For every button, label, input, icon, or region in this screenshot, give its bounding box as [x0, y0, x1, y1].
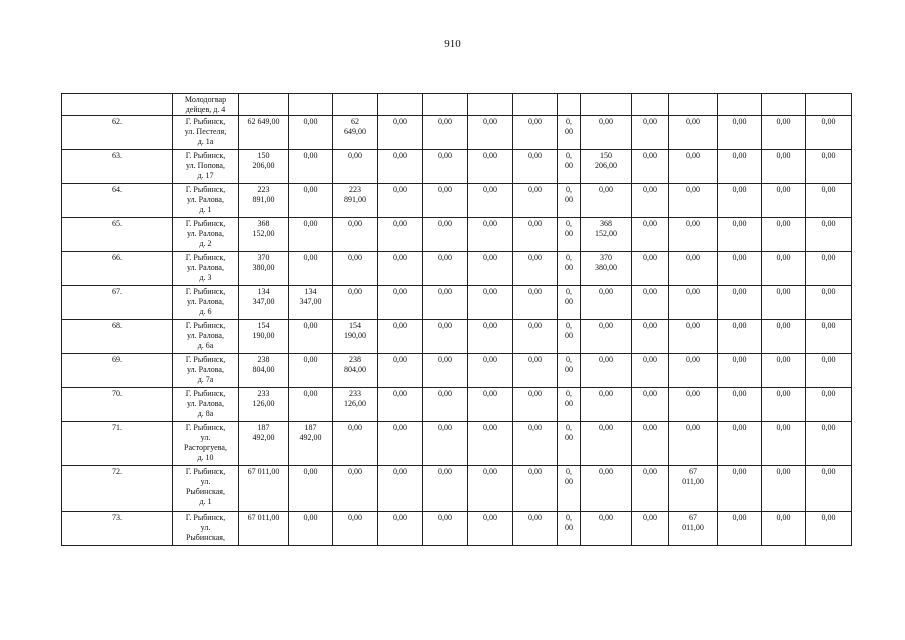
- value-cell: 0,00: [513, 252, 558, 286]
- address-cell: Г. Рыбинск, ул. Ралова, д. 1: [173, 184, 239, 218]
- value-cell: 0,00: [581, 354, 632, 388]
- value-cell: 187 492,00: [239, 422, 289, 466]
- value-cell: 0,00: [632, 388, 669, 422]
- row-number-cell: 66.: [62, 252, 173, 286]
- value-cell: 0,00: [581, 184, 632, 218]
- value-cell: 67 011,00: [669, 512, 718, 546]
- row-number-cell: 72.: [62, 466, 173, 512]
- table-row: [62, 466, 852, 512]
- value-cell: 67 011,00: [669, 466, 718, 512]
- value-cell: 0,00: [378, 320, 423, 354]
- value-cell: 0,00: [378, 252, 423, 286]
- row-number-cell: 70.: [62, 388, 173, 422]
- value-cell: 0,00: [378, 150, 423, 184]
- row-number-cell: 63.: [62, 150, 173, 184]
- value-cell: 0,00: [513, 466, 558, 512]
- value-cell: 0,00: [632, 252, 669, 286]
- value-cell: 0,00: [806, 354, 852, 388]
- value-cell: 0,00: [806, 422, 852, 466]
- value-cell: 62 649,00: [239, 116, 289, 150]
- address-cell: Г. Рыбинск, ул. Расторгуева, д. 10: [173, 422, 239, 466]
- value-cell: 0,00: [468, 512, 513, 546]
- address-cell: Г. Рыбинск, ул. Ралова, д. 3: [173, 252, 239, 286]
- value-cell: 0,00: [513, 354, 558, 388]
- value-cell: [289, 94, 333, 116]
- address-cell: Г. Рыбинск, ул. Ралова, д. 6: [173, 286, 239, 320]
- address-cell: Молодогвар дейцев, д. 4: [173, 94, 239, 116]
- value-cell: 0,00: [513, 184, 558, 218]
- value-cell: 0,00: [423, 466, 468, 512]
- value-cell: 0,00: [581, 388, 632, 422]
- value-cell: 0,00: [333, 286, 378, 320]
- value-cell: 0,00: [513, 512, 558, 546]
- value-cell: 0,00: [806, 466, 852, 512]
- row-number-cell: [62, 94, 173, 116]
- value-cell: 0,00: [468, 286, 513, 320]
- value-cell: 0,00: [806, 388, 852, 422]
- value-cell: 223 891,00: [239, 184, 289, 218]
- value-cell: 0,00: [632, 116, 669, 150]
- value-cell: 0,00: [718, 422, 762, 466]
- value-cell: 134 347,00: [289, 286, 333, 320]
- value-cell: [669, 94, 718, 116]
- value-cell: 0,00: [806, 252, 852, 286]
- value-cell: 0,00: [581, 320, 632, 354]
- value-cell: 0, 00: [558, 422, 581, 466]
- value-cell: [718, 94, 762, 116]
- value-cell: 0,00: [669, 388, 718, 422]
- value-cell: [632, 94, 669, 116]
- row-number-cell: 73.: [62, 512, 173, 546]
- value-cell: 0,00: [378, 116, 423, 150]
- value-cell: 150 206,00: [581, 150, 632, 184]
- row-number-cell: 67.: [62, 286, 173, 320]
- value-cell: 0,00: [423, 184, 468, 218]
- address-cell: Г. Рыбинск, ул. Ралова, д. 8а: [173, 388, 239, 422]
- value-cell: 0,00: [632, 150, 669, 184]
- value-cell: 0,00: [669, 184, 718, 218]
- value-cell: 0,00: [468, 150, 513, 184]
- value-cell: 0,00: [762, 320, 806, 354]
- value-cell: 0,00: [581, 512, 632, 546]
- value-cell: 0,00: [762, 252, 806, 286]
- value-cell: 0,00: [513, 150, 558, 184]
- value-cell: [239, 94, 289, 116]
- value-cell: 0,00: [468, 320, 513, 354]
- value-cell: 0,00: [669, 354, 718, 388]
- address-cell: Г. Рыбинск, ул. Ралова, д. 6а: [173, 320, 239, 354]
- table-row: [62, 320, 852, 354]
- value-cell: 0,00: [468, 388, 513, 422]
- value-cell: 0,00: [423, 354, 468, 388]
- value-cell: 0,00: [632, 286, 669, 320]
- value-cell: 150 206,00: [239, 150, 289, 184]
- value-cell: 0, 00: [558, 184, 581, 218]
- value-cell: [762, 94, 806, 116]
- value-cell: 0,00: [333, 150, 378, 184]
- row-number-cell: 64.: [62, 184, 173, 218]
- table-row: [62, 354, 852, 388]
- value-cell: 154 190,00: [333, 320, 378, 354]
- value-cell: 0,00: [762, 116, 806, 150]
- value-cell: 0,00: [762, 354, 806, 388]
- value-cell: [806, 94, 852, 116]
- value-cell: 0,00: [669, 422, 718, 466]
- value-cell: 238 804,00: [333, 354, 378, 388]
- address-cell: Г. Рыбинск, ул. Рыбинская, д. 1: [173, 466, 239, 512]
- value-cell: 67 011,00: [239, 466, 289, 512]
- value-cell: 0,00: [669, 116, 718, 150]
- value-cell: 0,00: [762, 184, 806, 218]
- value-cell: 0,00: [333, 252, 378, 286]
- value-cell: 0,00: [468, 184, 513, 218]
- value-cell: 0,00: [669, 252, 718, 286]
- value-cell: 0,00: [762, 422, 806, 466]
- data-table: [61, 93, 852, 546]
- value-cell: 0,00: [806, 150, 852, 184]
- value-cell: 0,00: [806, 184, 852, 218]
- value-cell: 0,00: [378, 512, 423, 546]
- value-cell: 0,00: [423, 422, 468, 466]
- value-cell: 238 804,00: [239, 354, 289, 388]
- value-cell: 0,00: [378, 218, 423, 252]
- address-cell: Г. Рыбинск, ул. Рыбинская,: [173, 512, 239, 546]
- value-cell: 0, 00: [558, 512, 581, 546]
- value-cell: 0,00: [632, 218, 669, 252]
- value-cell: [468, 94, 513, 116]
- value-cell: [333, 94, 378, 116]
- value-cell: 0,00: [762, 218, 806, 252]
- value-cell: 0,00: [289, 184, 333, 218]
- row-number-cell: 62.: [62, 116, 173, 150]
- value-cell: 0,00: [632, 512, 669, 546]
- value-cell: 0, 00: [558, 286, 581, 320]
- value-cell: 0,00: [718, 252, 762, 286]
- value-cell: 187 492,00: [289, 422, 333, 466]
- address-cell: Г. Рыбинск, ул. Ралова, д. 2: [173, 218, 239, 252]
- value-cell: 62 649,00: [333, 116, 378, 150]
- value-cell: 0,00: [378, 354, 423, 388]
- value-cell: 0,00: [289, 116, 333, 150]
- value-cell: [423, 94, 468, 116]
- value-cell: 0, 00: [558, 218, 581, 252]
- table-row: [62, 94, 852, 116]
- value-cell: 0,00: [718, 466, 762, 512]
- address-cell: Г. Рыбинск, ул. Пестеля, д. 1а: [173, 116, 239, 150]
- value-cell: 0,00: [423, 512, 468, 546]
- value-cell: 0,00: [718, 218, 762, 252]
- value-cell: 233 126,00: [239, 388, 289, 422]
- value-cell: 0,00: [423, 388, 468, 422]
- value-cell: 0, 00: [558, 320, 581, 354]
- value-cell: 154 190,00: [239, 320, 289, 354]
- value-cell: 0,00: [632, 354, 669, 388]
- value-cell: 0,00: [423, 286, 468, 320]
- value-cell: 0,00: [513, 116, 558, 150]
- address-cell: Г. Рыбинск, ул. Попова, д. 17: [173, 150, 239, 184]
- value-cell: [378, 94, 423, 116]
- value-cell: 0,00: [762, 388, 806, 422]
- row-number-cell: 68.: [62, 320, 173, 354]
- value-cell: 0,00: [423, 116, 468, 150]
- value-cell: 0,00: [333, 218, 378, 252]
- value-cell: 0,00: [718, 116, 762, 150]
- value-cell: [513, 94, 558, 116]
- value-cell: 370 380,00: [239, 252, 289, 286]
- value-cell: 0,00: [806, 286, 852, 320]
- table-row: [62, 184, 852, 218]
- value-cell: 0,00: [669, 286, 718, 320]
- value-cell: 0,00: [762, 466, 806, 512]
- value-cell: 134 347,00: [239, 286, 289, 320]
- value-cell: 0,00: [806, 512, 852, 546]
- value-cell: 0,00: [632, 466, 669, 512]
- value-cell: 0,00: [513, 388, 558, 422]
- value-cell: 0,00: [632, 184, 669, 218]
- value-cell: 0,00: [423, 320, 468, 354]
- value-cell: 0,00: [468, 422, 513, 466]
- value-cell: 0,00: [468, 252, 513, 286]
- value-cell: 0,00: [762, 286, 806, 320]
- value-cell: 0,00: [632, 422, 669, 466]
- value-cell: 0,00: [581, 116, 632, 150]
- value-cell: 0,00: [581, 422, 632, 466]
- value-cell: 0,00: [378, 466, 423, 512]
- value-cell: 0,00: [423, 150, 468, 184]
- table-row: [62, 252, 852, 286]
- row-number-cell: 71.: [62, 422, 173, 466]
- table-row: [62, 422, 852, 466]
- value-cell: 223 891,00: [333, 184, 378, 218]
- value-cell: 0,00: [468, 218, 513, 252]
- value-cell: 0,00: [378, 286, 423, 320]
- value-cell: 0,00: [289, 320, 333, 354]
- value-cell: 0, 00: [558, 388, 581, 422]
- value-cell: 0,00: [806, 320, 852, 354]
- value-cell: 0,00: [718, 150, 762, 184]
- value-cell: 0, 00: [558, 252, 581, 286]
- value-cell: 0,00: [333, 422, 378, 466]
- value-cell: 0,00: [718, 354, 762, 388]
- page-number: 910: [444, 38, 461, 50]
- value-cell: 0,00: [806, 218, 852, 252]
- value-cell: 0,00: [718, 388, 762, 422]
- value-cell: 0, 00: [558, 116, 581, 150]
- table-row: [62, 150, 852, 184]
- table-row: [62, 512, 852, 546]
- value-cell: 0,00: [762, 512, 806, 546]
- value-cell: 0,00: [423, 218, 468, 252]
- value-cell: 370 380,00: [581, 252, 632, 286]
- value-cell: [558, 94, 581, 116]
- value-cell: 0,00: [378, 388, 423, 422]
- value-cell: [581, 94, 632, 116]
- value-cell: 0,00: [289, 388, 333, 422]
- value-cell: 0,00: [581, 466, 632, 512]
- value-cell: 0,00: [762, 150, 806, 184]
- value-cell: 0,00: [513, 286, 558, 320]
- value-cell: 368 152,00: [239, 218, 289, 252]
- value-cell: 0,00: [468, 466, 513, 512]
- value-cell: 0,00: [289, 252, 333, 286]
- value-cell: 67 011,00: [239, 512, 289, 546]
- value-cell: 0,00: [806, 116, 852, 150]
- table-body: [62, 94, 852, 546]
- value-cell: 0,00: [289, 512, 333, 546]
- value-cell: 0,00: [513, 218, 558, 252]
- value-cell: 0, 00: [558, 354, 581, 388]
- row-number-cell: 65.: [62, 218, 173, 252]
- value-cell: 0,00: [718, 286, 762, 320]
- value-cell: 233 126,00: [333, 388, 378, 422]
- value-cell: 0,00: [669, 320, 718, 354]
- value-cell: 0,00: [718, 184, 762, 218]
- value-cell: 0,00: [718, 512, 762, 546]
- value-cell: 0,00: [468, 354, 513, 388]
- value-cell: 0,00: [378, 422, 423, 466]
- value-cell: 0,00: [289, 218, 333, 252]
- value-cell: 0,00: [289, 150, 333, 184]
- value-cell: 368 152,00: [581, 218, 632, 252]
- value-cell: 0,00: [513, 422, 558, 466]
- table-row: [62, 218, 852, 252]
- value-cell: 0,00: [632, 320, 669, 354]
- value-cell: 0,00: [513, 320, 558, 354]
- table-row: [62, 286, 852, 320]
- value-cell: 0,00: [423, 252, 468, 286]
- value-cell: 0,00: [718, 320, 762, 354]
- value-cell: 0,00: [333, 466, 378, 512]
- value-cell: 0,00: [581, 286, 632, 320]
- value-cell: 0, 00: [558, 150, 581, 184]
- value-cell: 0,00: [468, 116, 513, 150]
- address-cell: Г. Рыбинск, ул. Ралова, д. 7а: [173, 354, 239, 388]
- value-cell: 0,00: [669, 150, 718, 184]
- row-number-cell: 69.: [62, 354, 173, 388]
- value-cell: 0,00: [669, 218, 718, 252]
- table-row: [62, 388, 852, 422]
- value-cell: 0,00: [333, 512, 378, 546]
- value-cell: 0,00: [378, 184, 423, 218]
- value-cell: 0,00: [289, 466, 333, 512]
- table-row: [62, 116, 852, 150]
- value-cell: 0, 00: [558, 466, 581, 512]
- value-cell: 0,00: [289, 354, 333, 388]
